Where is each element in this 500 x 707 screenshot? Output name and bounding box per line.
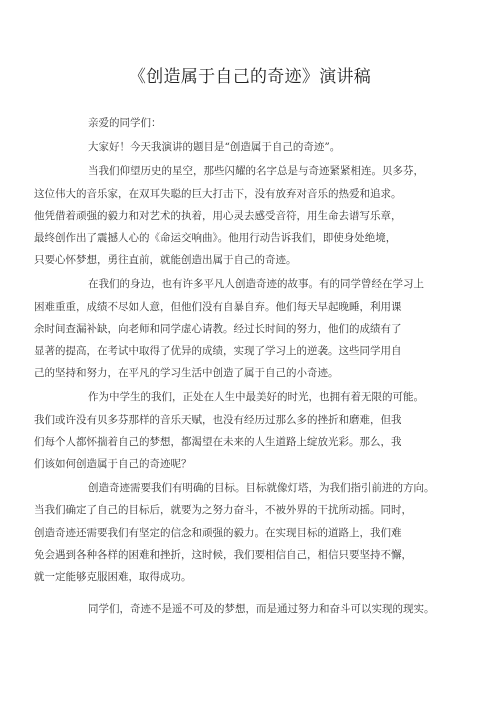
text-line: 显著的提高，在考试中取得了优异的成绩，实现了学习上的逆袭。这些同学用自 — [34, 345, 402, 358]
text-line: 这位伟大的音乐家，在双耳失聪的巨大打击下，没有放弃对音乐的热爱和追求。 — [34, 187, 402, 200]
text-line: 大家好！今天我演讲的题目是“创造属于自己的奇迹”。 — [88, 141, 341, 154]
text-line: 当我们仰望历史的星空，那些闪耀的名字总是与奇迹紧紧相连。贝多芬， — [88, 165, 424, 178]
text-line: 当我们确定了自己的目标后，就要为之努力奋斗，不被外界的干扰所动摇。同时， — [34, 504, 412, 517]
text-line: 在我们的身边，也有许多平凡人创造奇迹的故事。有的同学曾经在学习上 — [88, 278, 424, 291]
text-line: 困难重重，成绩不尽如人意，但他们没有自暴自弃。他们每天早起晚睡，利用课 — [34, 300, 402, 313]
text-line: 作为中学生的我们，正处在人生中最美好的时光，也拥有着无限的可能。 — [88, 391, 424, 404]
paragraph-goals — [34, 477, 468, 588]
text-line: 创造奇迹需要我们有明确的目标。目标就像灯塔，为我们指引前进的方向。 — [88, 482, 435, 495]
paragraph-beethoven — [34, 160, 468, 271]
text-line: 最终创作出了震撼人心的《命运交响曲》。他用行动告诉我们，即使身处绝境， — [34, 232, 397, 245]
text-line: 只要心怀梦想，勇往直前，就能创造出属于自己的奇迹。 — [34, 254, 297, 267]
text-line: 们该如何创造属于自己的奇迹呢？ — [34, 458, 192, 471]
text-line: 们每个人都怀揣着自己的梦想，都渴望在未来的人生道路上绽放光彩。那么，我 — [34, 435, 402, 448]
document-body — [34, 112, 468, 620]
text-line: 他凭借着顽强的毅力和对艺术的执着，用心灵去感受音符，用生命去谱写乐章， — [34, 209, 402, 222]
text-line: 我们或许没有贝多芬那样的音乐天赋，也没有经历过那么多的挫折和磨难，但我 — [34, 413, 402, 426]
text-line: 己的坚持和努力，在平凡的学习生活中创造了属于自己的小奇迹。 — [34, 367, 339, 380]
text-line: 亲爱的同学们： — [88, 117, 162, 129]
document-title: 《创造属于自己的奇迹》演讲稿 — [128, 67, 372, 87]
paragraph-closing — [34, 598, 468, 620]
text-line: 就一定能够克服困难，取得成功。 — [34, 571, 192, 584]
text-line: 同学们，奇迹不是遥不可及的梦想，而是通过努力和奋斗可以实现的现实。 — [88, 603, 435, 616]
text-line: 创造奇迹还需要我们有坚定的信念和顽强的毅力。在实现目标的道路上，我们难 — [34, 526, 402, 539]
text-line: 余时间查漏补缺，向老师和同学虚心请教。经过长时间的努力，他们的成绩有了 — [34, 322, 402, 335]
paragraph-students — [34, 386, 468, 475]
paragraph-peers — [34, 273, 468, 384]
paragraph-intro — [88, 136, 468, 158]
paragraph-greeting — [88, 112, 468, 134]
text-line: 免会遇到各种各样的困难和挫折，这时候，我们要相信自己，相信只要坚持不懈， — [34, 548, 412, 561]
